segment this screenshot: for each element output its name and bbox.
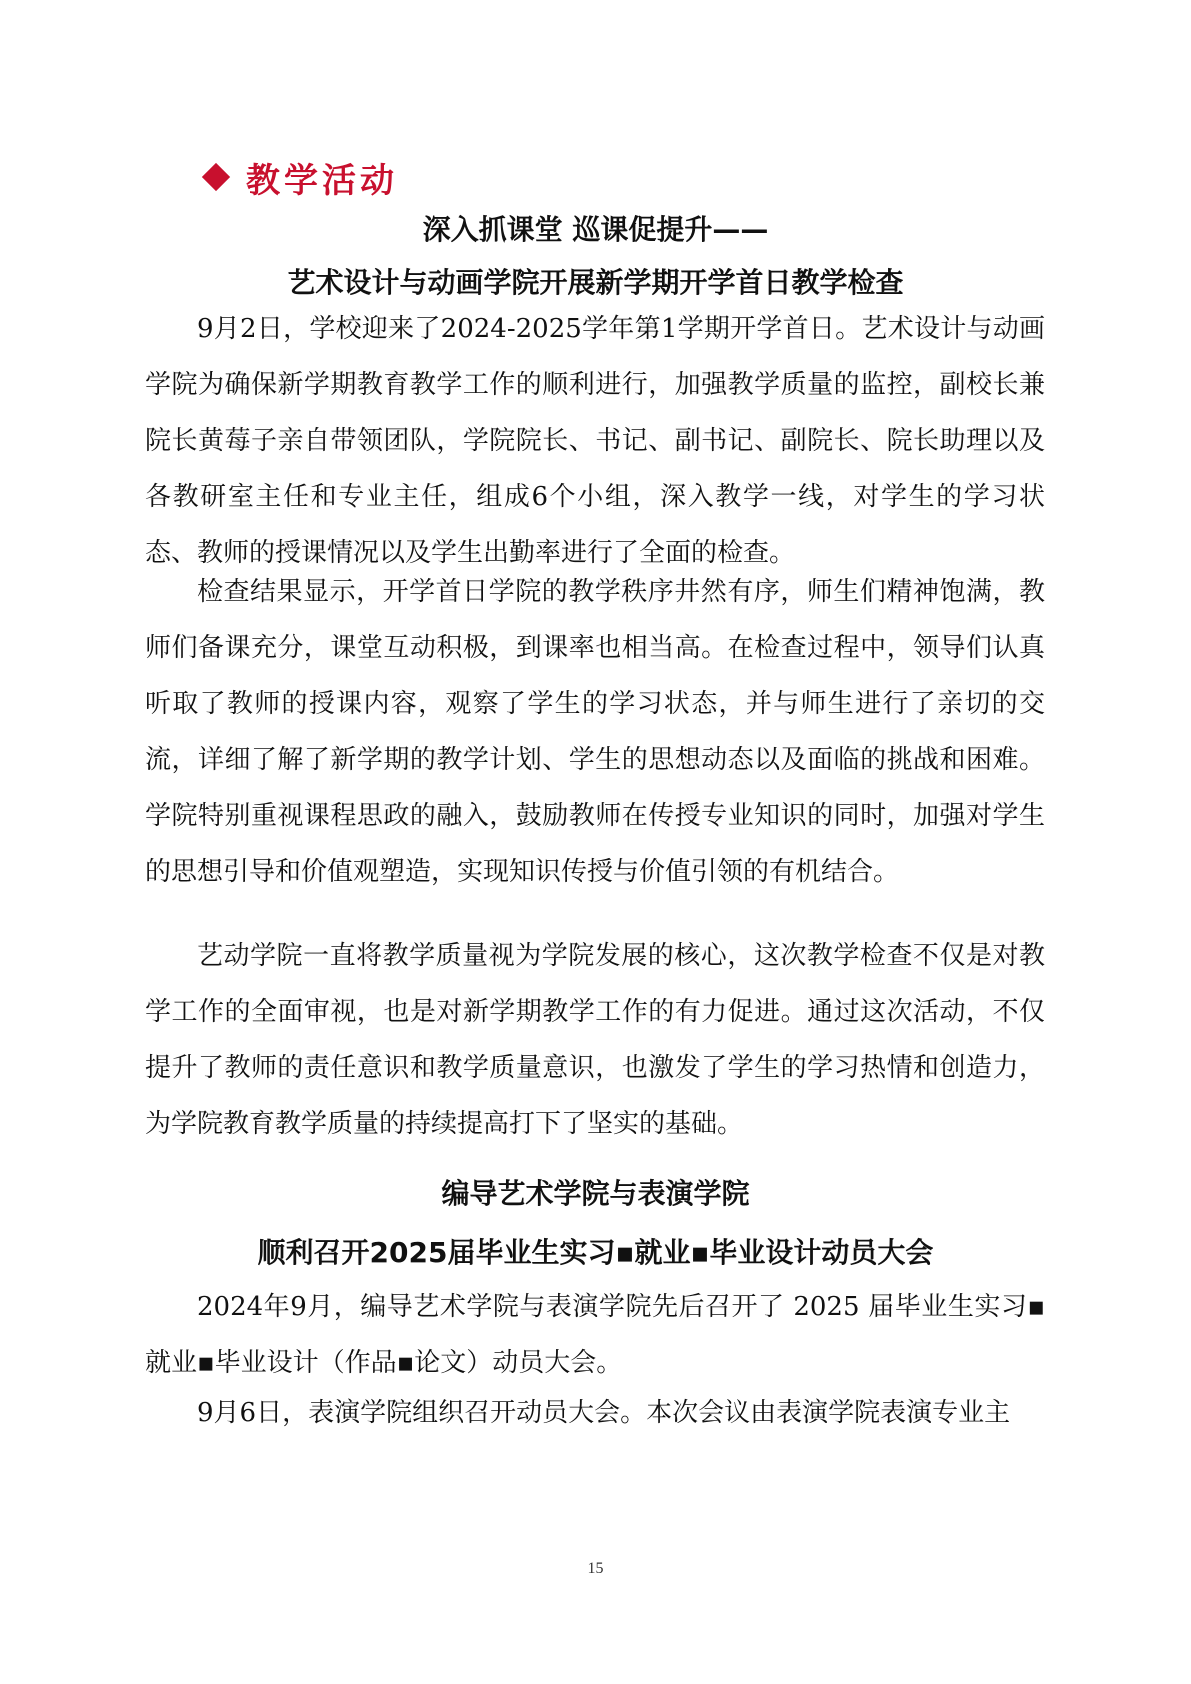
- diamond-bullet-icon: [202, 163, 230, 191]
- article1-paragraph-1: 9月2日，学校迎来了2024-2025学年第1学期开学首日。艺术设计与动画学院为确保新学期教育教学工作的顺利进行，加强教学质量的监控，副校长兼院长黄莓子亲自带领团队，学院院长、书记、副书记、副院长、院长助理以及各教研室主任和专业主任，组成6个小组，深入教学一线，对学生的学习状态、教师的授课情况以及学生出勤率进行了全面的检查。: [145, 314, 1045, 568]
- article2-paragraph-2: 9月6日，表演学院组织召开动员大会。本次会议由表演学院表演专业主: [197, 1398, 1011, 1428]
- article2-title-line2: 顺利召开2025届毕业生实习▪就业▪毕业设计动员大会: [257, 1236, 934, 1269]
- article1-title-line1: 深入抓课堂 巡课促提升——: [422, 213, 769, 246]
- article1-paragraph-3: 艺动学院一直将教学质量视为学院发展的核心，这次教学检查不仅是对教学工作的全面审视，也是对新学期教学工作的有力促进。通过这次活动，不仅提升了教师的责任意识和教学质量意识，也激发了学生的学习热情和创造力，为学院教育教学质量的持续提高打下了坚实的基础。: [145, 941, 1045, 1139]
- section-heading: [202, 155, 398, 199]
- article1-paragraph-2: 检查结果显示，开学首日学院的教学秩序井然有序，师生们精神饱满，教师们备课充分，课堂互动积极，到课率也相当高。在检查过程中，领导们认真听取了教师的授课内容，观察了学生的学习状态，并与师生进行了亲切的交流，详细了解了新学期的教学计划、学生的思想动态以及面临的挑战和困难。学院特别重视课程思政的融入，鼓励教师在传授专业知识的同时，加强对学生的思想引导和价值观塑造，实现知识传授与价值引领的有机结合。: [145, 577, 1045, 887]
- article2-title-line1: 编导艺术学院与表演学院: [441, 1177, 750, 1210]
- section-title: 教学活动: [246, 160, 398, 201]
- article1-title-line2: 艺术设计与动画学院开展新学期开学首日教学检查: [287, 266, 904, 299]
- article2-paragraph-1: 2024年9月，编导艺术学院与表演学院先后召开了 2025 届毕业生实习▪就业▪毕业设计（作品▪论文）动员大会。: [145, 1292, 1045, 1378]
- page-number: 15: [587, 1560, 604, 1577]
